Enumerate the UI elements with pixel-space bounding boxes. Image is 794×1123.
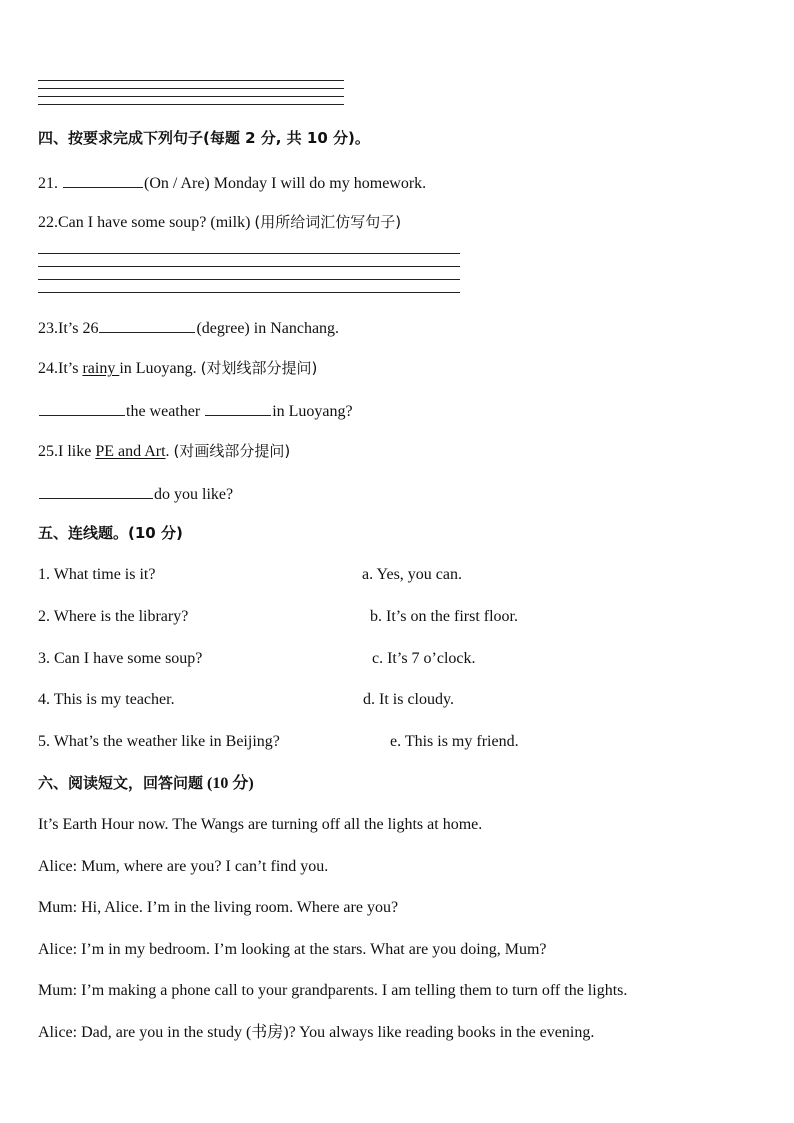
answer-line xyxy=(38,96,344,97)
section-4-title: 四、按要求完成下列句子(每题 2 分, 共 10 分)。 xyxy=(38,129,370,147)
section-6-title xyxy=(38,773,254,794)
answer-line xyxy=(38,292,460,293)
question-24-answer-a: the weather xyxy=(126,403,201,420)
question-24-answer xyxy=(38,399,353,422)
section-6-score: (10 分) xyxy=(207,775,254,792)
question-23-prefix: 23.It’s 26 xyxy=(38,320,99,337)
answer-line xyxy=(38,279,460,280)
answer-line xyxy=(38,88,344,89)
match-right-c: c. It’s 7 o’clock. xyxy=(372,650,476,667)
passage-line-5: Mum: I’m making a phone call to your grandparents. I am telling them to turn off the lights. xyxy=(38,982,628,999)
match-left-1: 1. What time is it? xyxy=(38,566,156,583)
answer-line xyxy=(38,253,460,254)
match-left-5: 5. What’s the weather like in Beijing? xyxy=(38,733,280,750)
question-24-answer-b: in Luoyang? xyxy=(272,403,353,420)
question-24-suffix: in Luoyang. xyxy=(119,360,197,377)
question-21-text: (On / Are) Monday I will do my homework. xyxy=(144,175,427,192)
question-21-number: 21. xyxy=(38,175,58,192)
match-left-4: 4. This is my teacher. xyxy=(38,691,175,708)
question-24-prefix: 24.It’s xyxy=(38,360,83,377)
question-25-answer xyxy=(38,482,233,505)
question-25-suffix: . xyxy=(165,443,170,460)
question-25-hint: (对画线部分提问) xyxy=(173,442,291,460)
answer-line xyxy=(38,80,344,81)
question-22-hint: (用所给词汇仿写句子) xyxy=(254,213,402,231)
section-6-title-text: 六、阅读短文，回答问题 xyxy=(38,774,204,792)
question-25-answer-text: do you like? xyxy=(154,486,234,503)
blank-23[interactable] xyxy=(99,316,195,333)
match-right-d: d. It is cloudy. xyxy=(363,691,454,708)
question-24 xyxy=(38,358,317,379)
passage-line-2: Alice: Mum, where are you? I can’t find you. xyxy=(38,858,329,875)
match-left-2: 2. Where is the library? xyxy=(38,608,189,625)
match-right-b: b. It’s on the first floor. xyxy=(370,608,518,625)
question-23 xyxy=(38,316,339,339)
passage-line-3: Mum: Hi, Alice. I’m in the living room. Where are you? xyxy=(38,899,399,916)
answer-line xyxy=(38,104,344,105)
section-5-title: 五、连线题。(10 分) xyxy=(38,524,183,542)
answer-line xyxy=(38,266,460,267)
question-22 xyxy=(38,212,401,233)
blank-24b[interactable] xyxy=(205,399,271,416)
question-22-text: 22.Can I have some soup? (milk) xyxy=(38,214,251,231)
question-24-hint: (对划线部分提问) xyxy=(200,359,318,377)
passage-line-6: Alice: Dad, are you in the study (书房)? You always like reading books in the evening. xyxy=(38,1024,595,1041)
question-21 xyxy=(38,171,426,194)
match-right-a: a. Yes, you can. xyxy=(362,566,462,583)
question-25-underlined: PE and Art xyxy=(95,443,166,460)
match-left-3: 3. Can I have some soup? xyxy=(38,650,203,667)
question-25 xyxy=(38,441,290,462)
passage-line-1: It’s Earth Hour now. The Wangs are turning off all the lights at home. xyxy=(38,816,483,833)
question-25-prefix: 25.I like xyxy=(38,443,96,460)
passage-line-4: Alice: I’m in my bedroom. I’m looking at the stars. What are you doing, Mum? xyxy=(38,941,547,958)
question-23-suffix: (degree) in Nanchang. xyxy=(196,320,340,337)
blank-21[interactable] xyxy=(63,171,143,188)
blank-25[interactable] xyxy=(39,482,153,499)
question-24-underlined: rainy xyxy=(82,360,120,377)
blank-24a[interactable] xyxy=(39,399,125,416)
match-right-e: e. This is my friend. xyxy=(390,733,519,750)
